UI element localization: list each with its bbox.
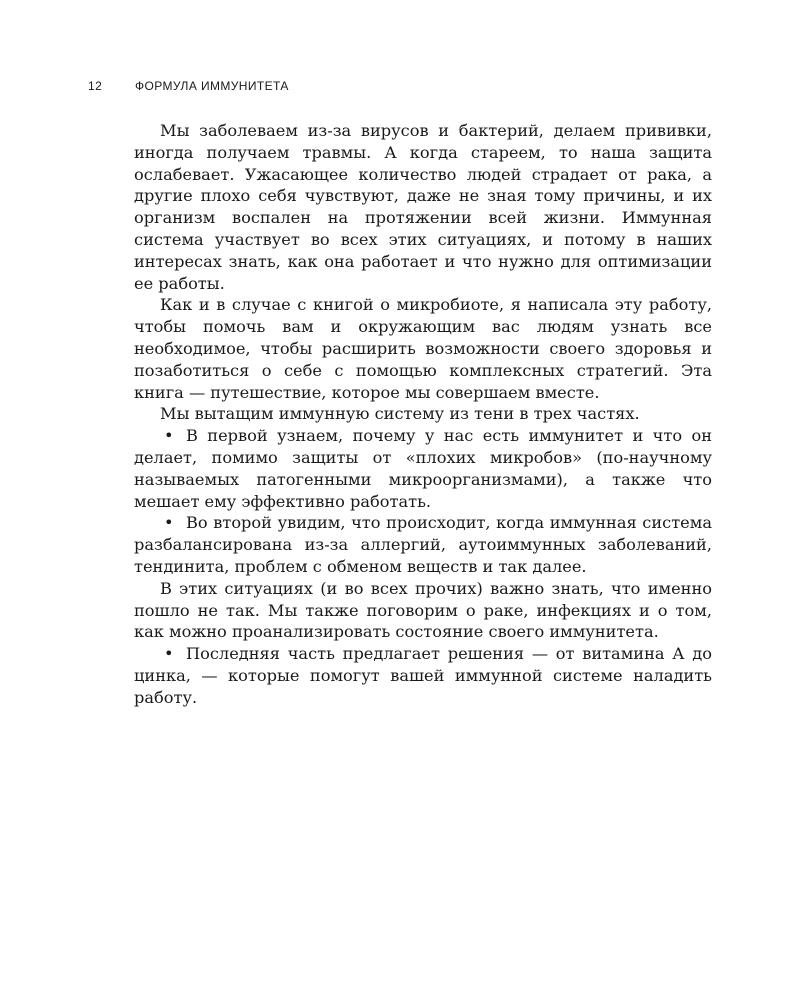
bullet-item <box>134 643 712 708</box>
paragraph: Мы вытащим иммунную систему из тени в трех частях. <box>160 404 640 424</box>
bullet-icon: • <box>164 513 174 533</box>
bullet-text: В первой узнаем, почему у нас есть иммунитет и что он делает, помимо защиты от «плохих микробов» (по-научному называемых патогенными микроорганизмами), а также что мешает ему эффективно работать. <box>134 426 712 511</box>
bullet-text: Во второй увидим, что происходит, когда иммунная система разбалансирована из-за аллергий, аутоиммунных заболеваний, тендинита, проблем с обменом веществ и так далее. <box>134 513 712 576</box>
bullet-item <box>134 425 712 512</box>
bullet-icon: • <box>164 644 174 664</box>
body-text <box>134 120 712 709</box>
bullet-item <box>134 512 712 577</box>
paragraph: Мы заболеваем из-за вирусов и бактерий, делаем прививки, иногда получаем травмы. А когда стареем, то наша защита ослабевает. Ужасающее количество людей страдает от рака, а другие плохо себя чувствуют, даже не зная тому причины, и их организм воспален на протяжении всей жизни. Иммунная система участвует во всех этих ситуациях, и потому в наших интересах знать, как она работает и что нужно для оптимизации ее работы. <box>134 121 712 293</box>
page-header <box>88 76 708 96</box>
running-title: ФОРМУЛА ИММУНИТЕТА <box>135 79 289 93</box>
bullet-text: Последняя часть предлагает решения — от витамина А до цинка, — которые помогут вашей иммунной системе наладить работу. <box>134 644 712 707</box>
page-number: 12 <box>88 79 103 93</box>
paragraph: Как и в случае с книгой о микробиоте, я написала эту работу, чтобы помочь вам и окружающим вас людям узнать все необходимое, чтобы расширить возможности своего здоровья и позаботиться о себе с помощью комплексных стратегий. Эта книга — путешествие, которое мы совершаем вместе. <box>134 295 712 402</box>
bullet-icon: • <box>164 426 174 446</box>
paragraph: В этих ситуациях (и во всех прочих) важно знать, что именно пошло не так. Мы также поговорим о раке, инфекциях и о том, как можно проанализировать состояние своего иммунитета. <box>134 578 712 642</box>
